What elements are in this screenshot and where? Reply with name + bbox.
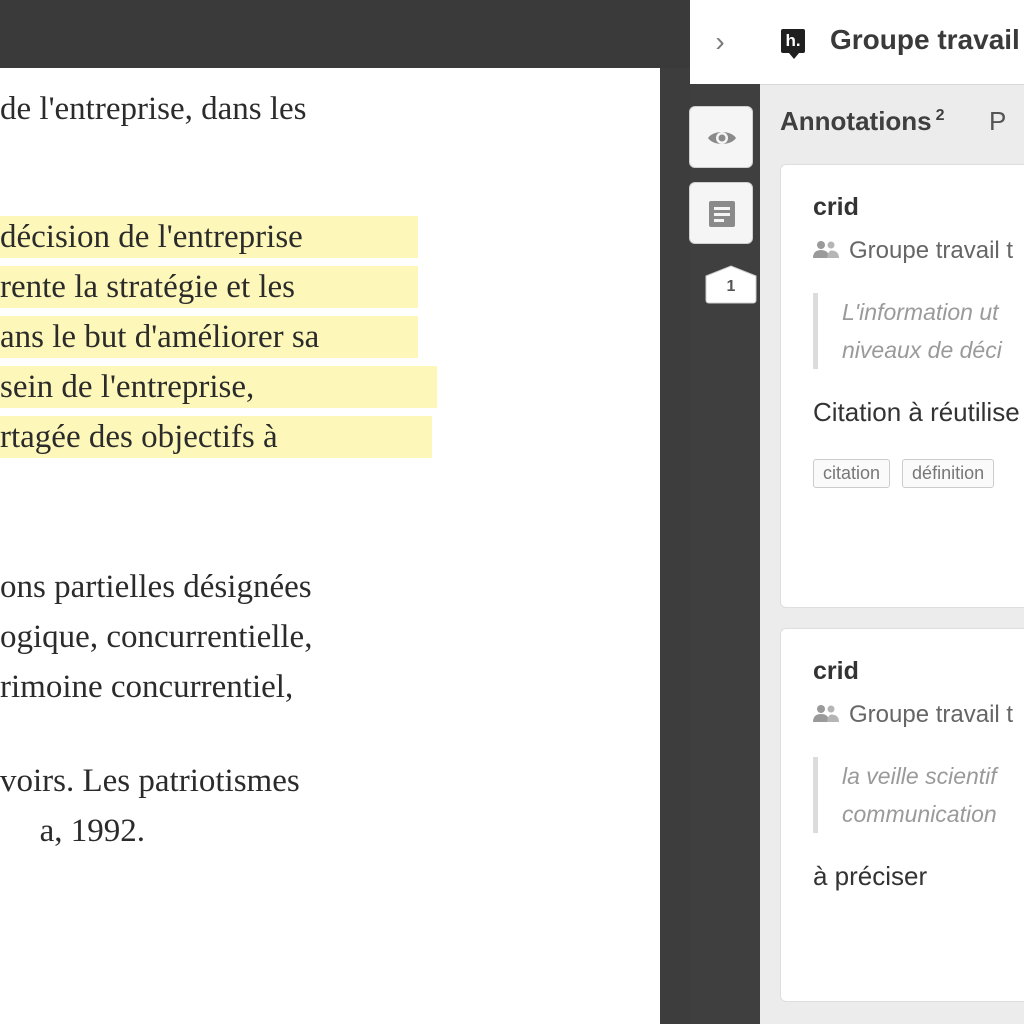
annotation-sidebar — [690, 0, 1024, 1024]
annotation-bucket-button[interactable] — [704, 264, 758, 304]
tag-definition[interactable]: définition — [902, 459, 994, 488]
eye-icon — [706, 122, 738, 154]
new-page-note-button[interactable] — [689, 182, 753, 244]
annotation-group-name: Groupe travail t — [849, 701, 1014, 728]
document-gutter — [660, 68, 690, 1024]
document-line: voirs. Les patriotismes — [0, 763, 300, 799]
group-icon — [813, 703, 839, 723]
annotation-group-name: Groupe travail t — [849, 237, 1014, 264]
bucket-count: 1 — [726, 278, 736, 295]
tab-annotations-label: Annotations — [780, 106, 932, 136]
annotation-group — [813, 237, 1013, 265]
quote-line: la veille scientif — [842, 763, 997, 789]
document-line: de l'entreprise, dans les — [0, 91, 307, 127]
group-selector[interactable]: Groupe travail — [830, 24, 1020, 55]
annotation-author[interactable]: crid — [813, 657, 859, 685]
annotation-body: à préciser — [813, 861, 928, 891]
annotation-quote — [813, 757, 1024, 833]
highlighted-line[interactable]: rente la stratégie et les — [0, 266, 418, 308]
quote-line: niveaux de déci — [842, 337, 1002, 363]
annotation-body: Citation à réutilise — [813, 397, 1020, 427]
visibility-toggle-button[interactable] — [689, 106, 753, 168]
document-page — [0, 68, 660, 1024]
document-line: a, 1992. — [39, 813, 145, 849]
sidebar-header — [690, 0, 1024, 85]
tab-page-notes[interactable]: P — [989, 106, 1007, 136]
annotation-card[interactable] — [780, 628, 1024, 1002]
quote-line: L'information ut — [842, 299, 999, 325]
chevron-right-icon[interactable]: › — [715, 26, 725, 57]
highlighted-line[interactable]: rtagée des objectifs à — [0, 416, 432, 458]
annotation-author[interactable]: crid — [813, 193, 859, 221]
document-line: ons partielles désignées — [0, 569, 312, 605]
tab-annotations[interactable] — [780, 106, 945, 137]
tab-annotations-count: 2 — [935, 107, 945, 125]
group-icon — [813, 239, 839, 259]
highlighted-line[interactable]: ans le but d'améliorer sa — [0, 316, 418, 358]
sidebar-tabs — [780, 106, 1024, 137]
annotation-group — [813, 701, 1013, 729]
quote-line: communication — [842, 801, 997, 827]
highlighted-line[interactable]: décision de l'entreprise — [0, 216, 418, 258]
document-toolbar — [0, 0, 690, 68]
document-line: rimoine concurrentiel, — [0, 669, 294, 705]
tag-citation[interactable]: citation — [813, 459, 890, 488]
document-line: ogique, concurrentielle, — [0, 619, 313, 655]
note-icon — [706, 198, 738, 230]
annotation-card[interactable] — [780, 164, 1024, 608]
annotation-quote — [813, 293, 1024, 369]
annotation-tags — [813, 459, 1006, 488]
highlighted-line[interactable]: sein de l'entreprise, — [0, 366, 437, 408]
hypothesis-logo[interactable]: h. — [781, 29, 805, 53]
sidebar-rail — [690, 84, 760, 1024]
